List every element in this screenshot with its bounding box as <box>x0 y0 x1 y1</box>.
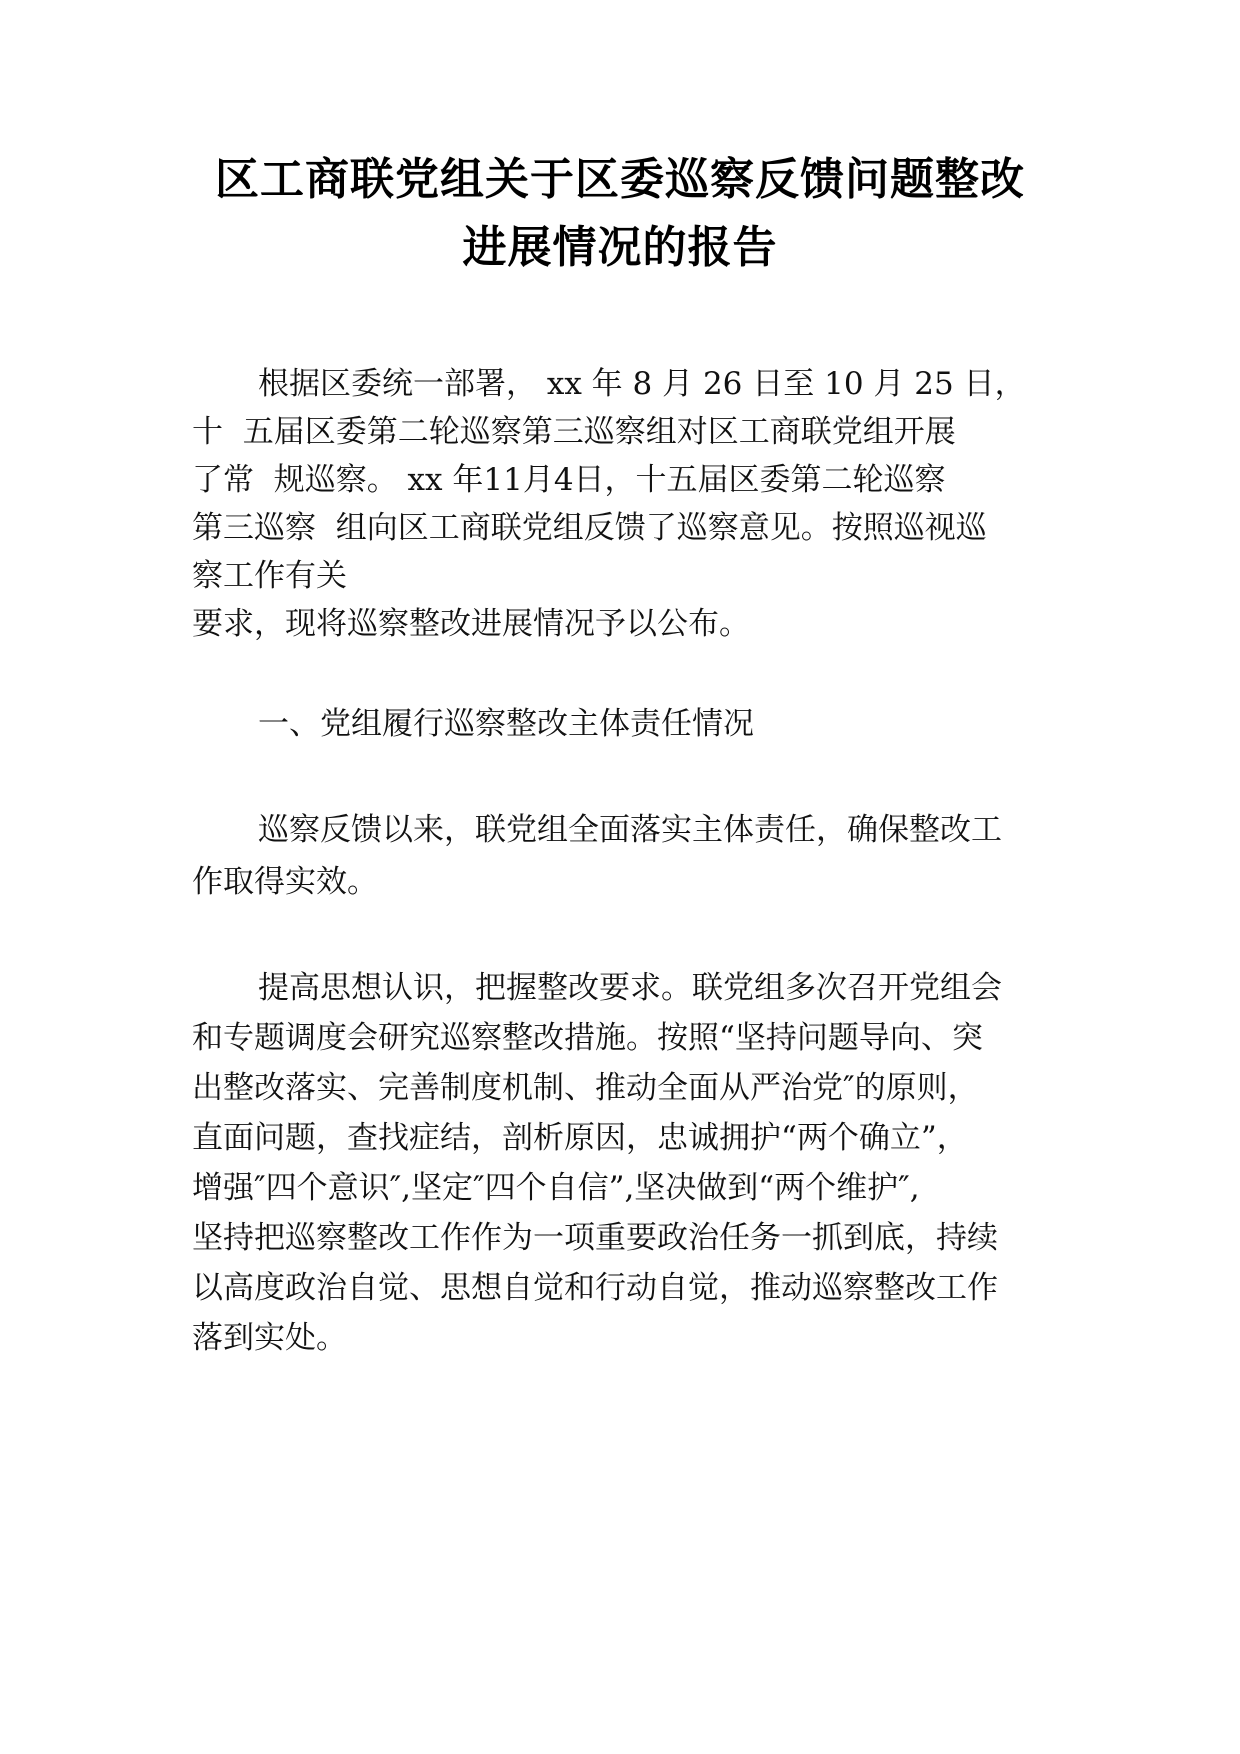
para2-line-4: 直面问题，查找症结，剖析原因，忠诚拥护“两个确立”， <box>192 1120 968 1156</box>
para2-line-8: 落到实处。 <box>192 1320 347 1356</box>
para2-line-2: 和专题调度会研究巡察整改措施。按照“坚持问题导向、突 <box>192 1020 983 1056</box>
para2-line-3: 出整改落实、完善制度机制、推动全面从严治党″的原则， <box>192 1070 979 1106</box>
intro-line-4: 第三巡察 组向区工商联党组反馈了巡察意见。按照巡视巡 <box>192 510 987 546</box>
para2-line-5: 增强″四个意识″,坚定″四个自信”,坚决做到“两个维护″, <box>192 1170 920 1206</box>
intro-line-2: 十 五届区委第二轮巡察第三巡察组对区工商联党组开展 <box>192 414 956 450</box>
para2-line-1: 提高思想认识，把握整改要求。联党组多次召开党组会 <box>258 970 1002 1006</box>
section-heading-1: 一、党组履行巡察整改主体责任情况 <box>258 706 754 742</box>
document-title-line-1: 区工商联党组关于区委巡察反馈问题整改 <box>215 154 1025 205</box>
para1-line-2: 作取得实效。 <box>192 864 378 900</box>
intro-line-1: 根据区委统一部署， xx 年 8 月 26 日至 10 月 25 日， <box>258 366 1026 402</box>
para2-line-6: 坚持把巡察整改工作作为一项重要政治任务一抓到底，持续 <box>192 1220 998 1256</box>
intro-line-6: 要求，现将巡察整改进展情况予以公布。 <box>192 606 750 642</box>
para2-line-7: 以高度政治自觉、思想自觉和行动自觉，推动巡察整改工作 <box>192 1270 998 1306</box>
para1-line-1: 巡察反馈以来，联党组全面落实主体责任，确保整改工 <box>258 812 1002 848</box>
intro-line-5: 察工作有关 <box>192 558 347 594</box>
document-title-line-2: 进展情况的报告 <box>462 222 778 273</box>
intro-line-3: 了常 规巡察。 xx 年11月4日，十五届区委第二轮巡察 <box>192 462 946 498</box>
